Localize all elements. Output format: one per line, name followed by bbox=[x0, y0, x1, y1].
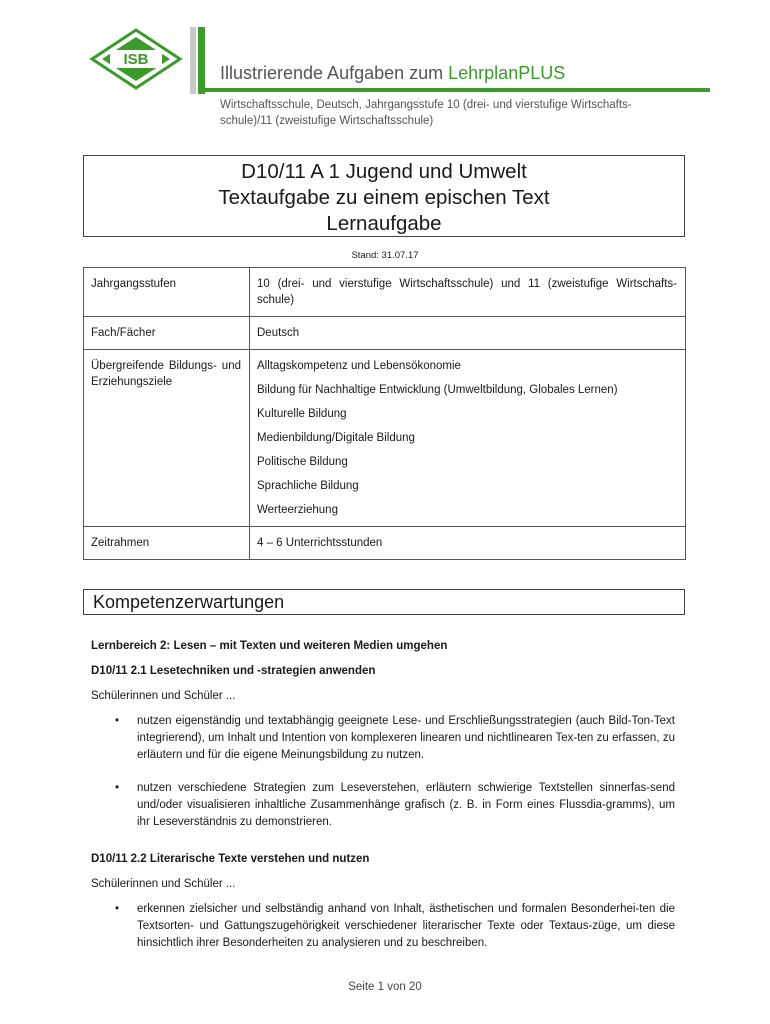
goal-item: Werteerziehung bbox=[257, 504, 338, 516]
kompetenz-heading: Kompetenzerwartungen bbox=[83, 589, 685, 615]
goal-item: Bildung für Nachhaltige Entwicklung (Umweltbildung, Globales Lernen) bbox=[257, 384, 618, 396]
table-key: Fach/Fächer bbox=[84, 317, 250, 350]
goal-item: Kulturelle Bildung bbox=[257, 408, 347, 420]
table-key: Zeitrahmen bbox=[84, 527, 250, 560]
bullet-list bbox=[91, 901, 691, 952]
kompetenz-body bbox=[91, 638, 691, 968]
section-title: D10/11 2.2 Literarische Texte verstehen und nutzen bbox=[91, 853, 370, 865]
section-intro: Schülerinnen und Schüler ... bbox=[91, 878, 236, 890]
section-intro: Schülerinnen und Schüler ... bbox=[91, 690, 236, 702]
table-row bbox=[84, 268, 686, 317]
table-value: Deutsch bbox=[250, 317, 686, 350]
header-subtitle: Wirtschaftsschule, Deutsch, Jahrgangsstufe 10 (drei- und vierstufige Wirtschafts-schule)/11 (zweistufige Wirtschaftsschule) bbox=[220, 99, 632, 127]
header-title-prefix: Illustrierende Aufgaben zum bbox=[220, 63, 449, 83]
header-title-highlight: LehrplanPLUS bbox=[448, 63, 566, 83]
lernbereich-heading: Lernbereich 2: Lesen – mit Texten und weiteren Medien umgehen bbox=[91, 640, 448, 652]
header-green-bar bbox=[198, 27, 205, 94]
logo-text: ISB bbox=[123, 51, 149, 68]
title-line-1: D10/11 A 1 Jugend und Umwelt bbox=[241, 160, 527, 183]
goal-item: Politische Bildung bbox=[257, 456, 348, 468]
title-box bbox=[83, 155, 685, 237]
title-line-3: Lernaufgabe bbox=[326, 212, 442, 235]
header-green-line bbox=[198, 88, 710, 92]
list-item: • nutzen eigenständig und textabhängig geeignete Lese- und Erschließungsstrategien (auch Bild-Ton-Text integrierend), um Inhalt und Intention von komplexeren linearen und nichtlinearen Tex-ten zu erfassen, zu erläutern und für die eigene Meinungsbildung zu nutzen. bbox=[137, 713, 675, 764]
table-value: 10 (drei- und vierstufige Wirtschaftsschule) und 11 (zweistufige Wirtschafts-schule) bbox=[250, 268, 686, 317]
table-key: Jahrgangsstufen bbox=[84, 268, 250, 317]
table-value: 4 – 6 Unterrichtsstunden bbox=[250, 527, 686, 560]
list-item: • erkennen zielsicher und selbständig anhand von Inhalt, ästhetischen und formalen Besonderhei-ten die Textsorten- und Gattungszugehörigkeit verschiedener literarischer Texte oder Textaus-züge, um diese hinsichtlich ihrer Besonderheiten zu analysieren und zu beschreiben. bbox=[137, 901, 675, 952]
page-number: Seite 1 von 20 bbox=[348, 981, 422, 993]
header-gray-bar bbox=[190, 27, 196, 94]
bullet-list bbox=[91, 713, 691, 831]
goal-item: Medienbildung/Digitale Bildung bbox=[257, 432, 415, 444]
table-row bbox=[84, 317, 686, 350]
goal-item: Alltagskompetenz und Lebensökonomie bbox=[257, 360, 461, 372]
table-row bbox=[84, 350, 686, 527]
section-title: D10/11 2.1 Lesetechniken und -strategien anwenden bbox=[91, 665, 376, 677]
table-key: Übergreifende Bildungs- und Erziehungsziele bbox=[84, 350, 250, 527]
title-line-2: Textaufgabe zu einem epischen Text bbox=[218, 186, 550, 209]
header-title bbox=[220, 63, 565, 84]
table-value-list bbox=[250, 350, 686, 527]
list-item: • nutzen verschiedene Strategien zum Leseverstehen, erläutern schwierige Textstellen sinnerfas-send und/oder visualisieren inhaltliche Zusammenhänge grafisch (z. B. in Form eines Flussdia-gramms), um ihr Leseverständnis zu demonstrieren. bbox=[137, 780, 675, 831]
stand-date: Stand: 31.07.17 bbox=[351, 250, 419, 261]
goal-item: Sprachliche Bildung bbox=[257, 480, 359, 492]
table-row bbox=[84, 527, 686, 560]
info-table bbox=[83, 267, 686, 560]
isb-logo bbox=[84, 28, 188, 90]
